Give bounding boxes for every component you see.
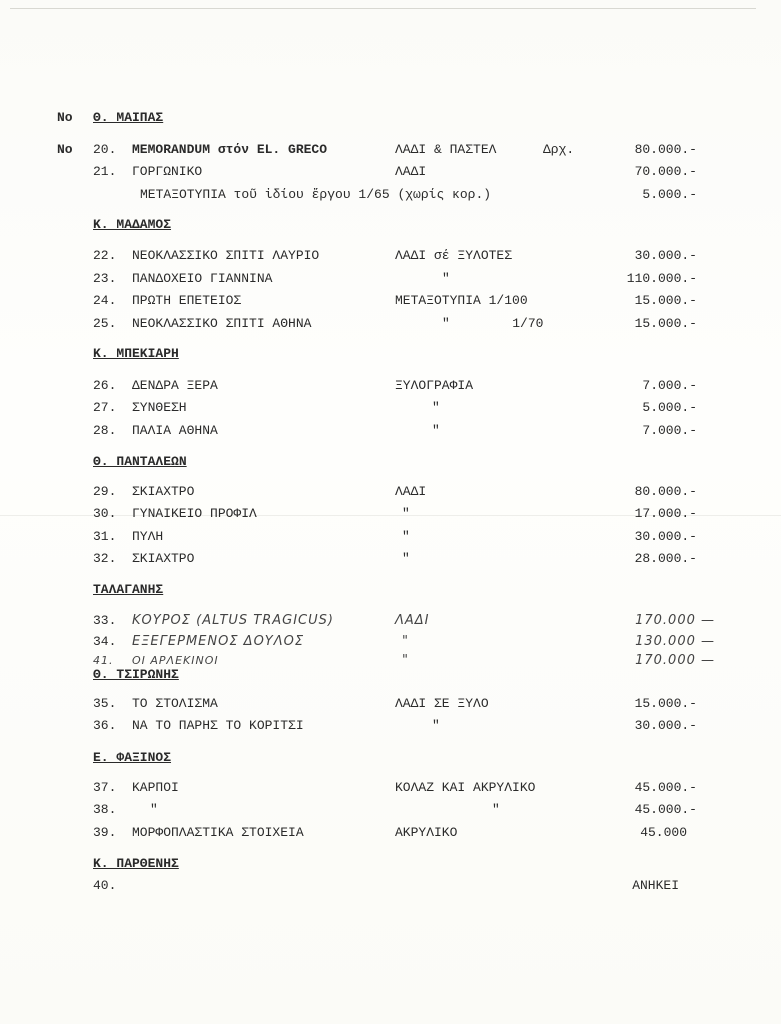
list-item: 28. ΠΑΛΙΑ ΑΘΗΝΑ " 7.000.- [93, 423, 697, 438]
artist-heading: Κ. ΠΑΡΘΕΝΗΣ [93, 856, 179, 871]
list-item: 35. ΤΟ ΣΤΟΛΙΣΜΑ ΛΑΔΙ ΣΕ ΞΥΛΟ 15.000.- [93, 696, 697, 711]
list-item: 30. ΓΥΝΑΙΚΕΙΟ ΠΡΟΦΙΛ " 17.000.- [93, 506, 697, 521]
list-item: 36. ΝΑ ΤΟ ΠΑΡΗΣ ΤΟ ΚΟΡΙΤΣΙ " 30.000.- [93, 718, 697, 733]
list-item: 27. ΣΥΝΘΕΣΗ " 5.000.- [93, 400, 697, 415]
handwritten-price: 170.000 — [635, 653, 715, 668]
handwritten-medium: " [402, 634, 409, 649]
list-item: 34. ΕΞΕΓΕΡΜΕΝΟΣ ΔΟΥΛΟΣ " 130.000 — [0, 632, 781, 652]
list-item: 33. ΚΟΥΡΟΣ (ALTUS TRAGICUS) ΛΑΔΙ 170.000 — [0, 611, 781, 631]
artist-heading: Θ. ΠΑΝΤΑΛΕΩΝ [93, 454, 187, 469]
handwritten-medium: " [402, 653, 409, 668]
handwritten-price: 170.000 — [635, 613, 715, 628]
page-top-edge [10, 8, 756, 9]
artist-heading: Θ. ΤΣΙΡΩΝΗΣ [93, 667, 179, 682]
handwritten-title: ΟΙ ΑΡΛΕΚΙΝΟΙ [132, 654, 219, 667]
artist-heading: ΤΑΛΑΓΑΝΗΣ [93, 582, 164, 597]
list-item: 37. ΚΑΡΠΟΙ ΚΟΛΑΖ ΚΑΙ ΑΚΡΥΛΙΚΟ 45.000.- [93, 780, 697, 795]
header-row [0, 108, 781, 128]
list-item: 22. ΝΕΟΚΛΑΣΣΙΚΟ ΣΠΙΤΙ ΛΑΥΡΙΟ ΛΑΔΙ σέ ΞΥΛΟΤΕΣ 30.000.- [93, 248, 697, 263]
handwritten-price: 130.000 — [635, 634, 715, 649]
list-item: 24. ΠΡΩΤΗ ΕΠΕΤΕΙΟΣ ΜΕΤΑΞΟΤΥΠΙΑ 1/100 15.000.- [93, 293, 697, 308]
list-item: ΜΕΤΑΞΟΤΥΠΙΑ τοῦ ἰδίου ἔργου 1/65 (χωρίς κορ.) 5.000.- [140, 187, 697, 202]
list-item: 29. ΣΚΙΑΧΤΡΟ ΛΑΔΙ 80.000.- [93, 484, 697, 499]
list-item: 32. ΣΚΙΑΧΤΡΟ " 28.000.- [93, 551, 697, 566]
handwritten-title: ΕΞΕΓΕΡΜΕΝΟΣ ΔΟΥΛΟΣ [132, 634, 305, 649]
artist-heading: Κ. ΜΑΔΑΜΟΣ [93, 217, 172, 232]
handwritten-title: ΚΟΥΡΟΣ (ALTUS TRAGICUS) [132, 613, 334, 628]
list-item: No 20. MEMORANDUM στόν EL. GRECO ΛΑΔΙ & ΠΑΣΤΕΛ Δρχ. 80.000.- [57, 142, 697, 157]
list-item: 39. ΜΟΡΦΟΠΛΑΣΤΙΚΑ ΣΤΟΙΧΕΙΑ ΑΚΡΥΛΙΚΟ 45.000 [93, 825, 687, 840]
header-no: No [57, 110, 73, 125]
artist-heading: Κ. ΜΠΕΚΙΑΡΗ [93, 346, 179, 361]
artist-heading: Θ. ΜΑΙΠΑΣ [93, 110, 164, 125]
list-item: 31. ΠΥΛΗ " 30.000.- [93, 529, 697, 544]
list-item: 38. " " 45.000.- [93, 802, 697, 817]
list-item: 26. ΔΕΝΔΡΑ ΞΕΡΑ ΞΥΛΟΓΡΑΦΙΑ 7.000.- [93, 378, 697, 393]
list-item: 23. ΠΑΝΔΟΧΕΙΟ ΓΙΑΝΝΙΝΑ " 110.000.- [93, 271, 697, 286]
list-item: 21. ΓΟΡΓΩΝΙΚΟ ΛΑΔΙ 70.000.- [93, 164, 697, 179]
list-item: 40. ΑΝΗΚΕΙ [93, 878, 679, 893]
handwritten-num: 41. [93, 654, 114, 667]
handwritten-medium: ΛΑΔΙ [395, 613, 430, 628]
list-item: 25. ΝΕΟΚΛΑΣΣΙΚΟ ΣΠΙΤΙ ΑΘΗΝΑ " 1/70 15.000.- [93, 316, 697, 331]
artist-heading: Ε. ΦΑΞΙΝΟΣ [93, 750, 172, 765]
